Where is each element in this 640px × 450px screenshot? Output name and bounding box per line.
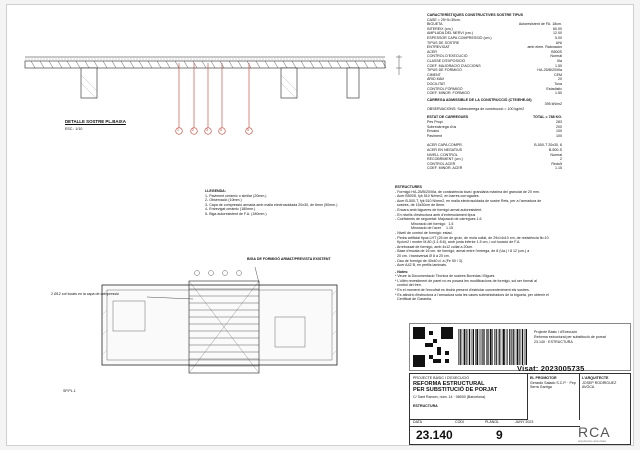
spec-row-value: 1.50 bbox=[555, 63, 562, 68]
spec-row-value: Estadístic bbox=[546, 86, 562, 91]
promoter-name: Gerardo Salado S.C.P. · Pep Serra Garriga bbox=[530, 380, 576, 390]
note-item: * En el moment de l'encofrat es tindrà present d'estrictar convenientment els sostres. bbox=[395, 288, 530, 293]
structure-item: - Arrebossat de formigó, amb 4x12 collat a 20cm. bbox=[395, 244, 474, 249]
structure-item: - Base d'escala de 16 cm. de formigó, armat entre l'entrega, de 8 (Ua.) i 8 12 (cm.) a bbox=[395, 249, 530, 254]
project-title-2: PER SUBSTITUCIÓ DE PORJAT bbox=[413, 387, 498, 393]
date-value: JUNY 2023 bbox=[515, 420, 534, 424]
floor-plan-drawing bbox=[7, 255, 397, 395]
architect-name: JOSEP RODRÍGUEZ AVÓCA bbox=[582, 380, 617, 390]
callout-5: 5 bbox=[247, 128, 249, 132]
sig-line-1: Projecte Bàsic i d'Execució bbox=[534, 330, 578, 334]
qr-code-icon bbox=[413, 327, 453, 367]
load-row bbox=[427, 134, 562, 139]
load-row-value: 200 bbox=[556, 124, 562, 129]
structure-item: - Acer A42 B, en perfils laminats. bbox=[395, 263, 447, 268]
spec-row-value: Normal bbox=[550, 54, 562, 59]
project-code: 23.140 bbox=[416, 428, 453, 442]
steel-row-label: NIVELL CONTROL bbox=[427, 152, 458, 157]
code-label: CODI bbox=[455, 420, 464, 424]
steel-row-label: CONTROL ACER bbox=[427, 161, 456, 166]
note-item: control del tren. bbox=[395, 283, 422, 288]
spec-row-value: 20 bbox=[558, 77, 562, 82]
specs-rows bbox=[427, 22, 562, 96]
loads-rows bbox=[427, 120, 562, 138]
spec-row-label: COEF. MINOR. FORMIGÓ bbox=[427, 91, 470, 96]
structure-item: - Dau de formigó de 40x40 d. a (Fe 50 / 3). bbox=[395, 258, 464, 263]
legend-item: 4- Entrevigat ceràmic (180mm.) bbox=[205, 207, 256, 212]
rca-logo: RCA bbox=[578, 424, 611, 440]
structure-item: sostres, de 15x30cm de 8mm. bbox=[395, 203, 446, 208]
structures-notes bbox=[395, 185, 625, 302]
sheet-label: PLÀNOL bbox=[485, 420, 500, 424]
notes-items bbox=[395, 274, 625, 302]
steel-row-value: B-500-S bbox=[548, 148, 562, 153]
legend-item: 3- Capa de compressió armada amb malla electrosoldada 20x30, de 6mm (50mm.) bbox=[205, 202, 338, 207]
legend-item: 5- Biga autoresistent de F.A. (180mm.) bbox=[205, 211, 267, 216]
spec-row-label: ÀRID MÀX bbox=[427, 77, 445, 82]
legend-title: LLEGENDA: bbox=[205, 189, 226, 193]
spec-row-label: ESPESSOR CAPA COMPRESSIÓ (cm.) bbox=[427, 35, 492, 40]
steel-row-value: Reduït bbox=[551, 161, 562, 166]
steel-row-value: B-500-T 20x30, 6 bbox=[534, 143, 562, 148]
steel-row-value: 1.15 bbox=[555, 166, 562, 171]
spec-row-value: 5.00 bbox=[555, 35, 562, 40]
steel-row-label: ACER EN NEGATIUS bbox=[427, 148, 463, 153]
sheet-number: 9 bbox=[496, 428, 503, 442]
spec-row-value: CEM bbox=[554, 72, 562, 77]
specs-title: CARACTERÍSTIQUES CONSTRUCTIVES SOSTRE TIPUS bbox=[427, 13, 524, 17]
spec-row-label: AMPLADA DEL NERVI (cm.) bbox=[427, 31, 473, 36]
structure-item: Minoració del formigó 1.5 bbox=[395, 221, 454, 226]
beam-label: BIGA DE FORMIGÓ ARMAT/PREVISTA EXISTENT bbox=[247, 257, 331, 261]
spec-row-value: amb elem. Ratonador bbox=[527, 45, 562, 50]
promoter-label: EL PROMOTOR bbox=[530, 376, 557, 380]
structure-item: - Acer B-500-T, fyk 510 N/mm2, en malla electrosoldada de sostre Rets, per a l'armadura de bbox=[395, 198, 542, 203]
spec-row-label: CLASSE D'EXPOSICIÓ bbox=[427, 58, 466, 63]
callout-3: 3 bbox=[206, 128, 208, 132]
sig-line-3: 23.140 · ESTRUCTURA bbox=[534, 340, 573, 344]
steel-row-label: RECOBRIMENT (cm.) bbox=[427, 157, 463, 162]
callout-4: 4 bbox=[220, 128, 222, 132]
spec-row-label: INTEREIX (cm.) bbox=[427, 26, 453, 31]
structure-item: - Pedra artificial tipus LHT (25 cm de gruix, de mola collat, de 29x14x10 cm, de resistència fk=10 bbox=[395, 235, 549, 240]
load-row-value: 100 bbox=[556, 133, 562, 138]
date-label: DATA bbox=[413, 420, 423, 424]
barcode-icon bbox=[458, 329, 528, 365]
structure-item: - Acer B500S, fyk 510 N/mm2, en barres corrugades. bbox=[395, 194, 480, 199]
steel-rows bbox=[427, 143, 562, 171]
section-title: DETALLE SOSTRE PL.BAIXA bbox=[65, 119, 126, 124]
steel-row bbox=[427, 166, 562, 171]
spec-row-label: DOCILITAT bbox=[427, 81, 446, 86]
load-row-label: Pes Propi bbox=[427, 120, 443, 125]
spec-row-value: 1.50 bbox=[555, 91, 562, 96]
note-item: * L'últim revestiment de paret no es posarà les modificacions de formigó, sol ser formal al bbox=[395, 278, 537, 283]
structures-items bbox=[395, 190, 625, 268]
spec-row-label: ENTREVIGAT bbox=[427, 45, 450, 50]
load-row-label: Paviment bbox=[427, 133, 442, 138]
promoter-cell bbox=[528, 374, 580, 420]
steel-row-label: ACER CAPA COMPR. bbox=[427, 143, 463, 148]
observations: OBSERVACIONS: Sobrecàrrega de construcció = 100 kg/m2 bbox=[427, 106, 525, 111]
plan-label: SP.PL.1 bbox=[63, 389, 76, 393]
architect-label: L'ARQUITECTE bbox=[582, 376, 609, 380]
load-row-label: Sobrecàrrega d'ús bbox=[427, 124, 457, 129]
project-info bbox=[410, 374, 528, 420]
legend bbox=[205, 189, 338, 217]
legend-item: 2- Observació (10mm.) bbox=[205, 198, 242, 203]
note-item: * Es atindrà d'estructura a l'armadura sota les cases subministradors de la bigueta, per obtenir el bbox=[395, 292, 549, 297]
steel-row-value: Normal bbox=[550, 152, 562, 157]
spec-row-label: BIGUETA bbox=[427, 22, 443, 27]
spec-row-value: 12.00 bbox=[553, 31, 562, 36]
spec-row-value: B500S bbox=[551, 49, 562, 54]
specs-subtitle: CASE = 25+5=30cm. bbox=[427, 17, 461, 22]
spec-row bbox=[427, 91, 562, 96]
sig-line-2: Reforma estructural per substitució de porxat bbox=[534, 335, 606, 339]
spec-row-label: CONTROL FORMIGÓ bbox=[427, 86, 463, 91]
spec-row-value: IIIa bbox=[557, 58, 562, 63]
visat-stamp: Visat: 2023005735 bbox=[517, 364, 585, 373]
section-scale: ESC.: 1/10 bbox=[65, 127, 83, 131]
spec-row-value: Tova bbox=[554, 81, 562, 86]
rca-logo-sub: arquitectes associats bbox=[578, 439, 607, 443]
loads-title: ESTAT DE CÀRREGUES bbox=[427, 115, 469, 120]
spec-row-value: UNI bbox=[555, 40, 562, 45]
sheet-name: ESTRUCTURA bbox=[413, 404, 438, 408]
structure-item: 20 cm. i transversal Ø 8 a 20 cm. bbox=[395, 253, 450, 258]
steel-row-value: 2 bbox=[560, 157, 562, 162]
legend-items bbox=[205, 193, 338, 217]
structure-item: - Coeficients de seguretat: Majoració de càrregues 1.6 bbox=[395, 217, 482, 222]
callout-2: 2 bbox=[192, 128, 194, 132]
structure-item: Kp/cm2 i morter M-80 (1:1:5:6), amb junta inferior 1.5 cm, i col·locació de F.A. bbox=[395, 240, 521, 245]
spec-row-label: CIMENT bbox=[427, 72, 441, 77]
steel-row-label: COEF. MINOR. ACER bbox=[427, 166, 463, 171]
structure-item: - Encara amb bigueres de formigó armat autoresistent. bbox=[395, 207, 483, 212]
project-title-1: REFORMA ESTRUCTURAL bbox=[413, 380, 485, 387]
structure-item: - En nivells d'estructura amb d'entresolament tipus bbox=[395, 212, 476, 217]
project-type: PROJECTE BÀSIC I D'EXECUCIÓ bbox=[413, 376, 469, 380]
spec-row-label: TIPUS DE FORMIGÓ bbox=[427, 68, 462, 73]
reinforcement-note: 2 Ø12 col·locats en la capa de compressió bbox=[51, 292, 119, 296]
construction-specs bbox=[427, 13, 562, 171]
note-item: Certificat de Garantia. bbox=[395, 297, 432, 302]
spec-row-value: Autoresistent de FA. 18cm. bbox=[518, 22, 562, 27]
structure-item: - Nivell de control de formigó: estad. bbox=[395, 230, 453, 235]
drawing-sheet bbox=[6, 4, 634, 446]
spec-row-label: COEF. MAJORACIÓ D'ACCIONS bbox=[427, 63, 481, 68]
loads-total: TOTAL = 788 KG. bbox=[532, 115, 562, 120]
load-row-label: Envans bbox=[427, 129, 439, 134]
load-value: 395 kN/m2 bbox=[544, 102, 562, 107]
note-item: * Veure la Documentació Tècnica de sostres Bovedas i Bigues bbox=[395, 274, 495, 279]
project-address: C/ Sant Ramon, núm. 14 · 08000 (Barcelona) bbox=[413, 395, 486, 400]
notes-title: - Notes: bbox=[395, 269, 409, 274]
architect-cell bbox=[580, 374, 630, 420]
structure-item: - Formigó HA-25/B/20/IIIa, de consistència tova i grandària màxima del granulat de 20 mm. bbox=[395, 189, 540, 194]
legend-item: 1- Paviment ceràmic o similar (20mm.) bbox=[205, 193, 267, 198]
structures-title: ESTRUCTURES bbox=[395, 185, 422, 189]
spec-row-label: TIPUS DE SOSTRE bbox=[427, 40, 460, 45]
spec-row-label: ACER bbox=[427, 49, 437, 54]
spec-row-value: 60.00 bbox=[553, 26, 562, 31]
meta-labels bbox=[410, 420, 580, 427]
load-row-value: 100 bbox=[556, 129, 562, 134]
structure-item: Minoració de l'acer 1.15 bbox=[395, 226, 454, 231]
load-row-value: 283 bbox=[556, 120, 562, 125]
load-title: CÀRREGA ADMISSIBLE DE LA CONSTRUCCIÓ (CTE/EHE-08) bbox=[427, 97, 532, 102]
spec-row-value: HA-25/B/20/IIIa bbox=[537, 68, 562, 73]
spec-row-label: CONTROL D'EXECUCIÓ bbox=[427, 54, 468, 59]
callout-1: 1 bbox=[177, 128, 179, 132]
